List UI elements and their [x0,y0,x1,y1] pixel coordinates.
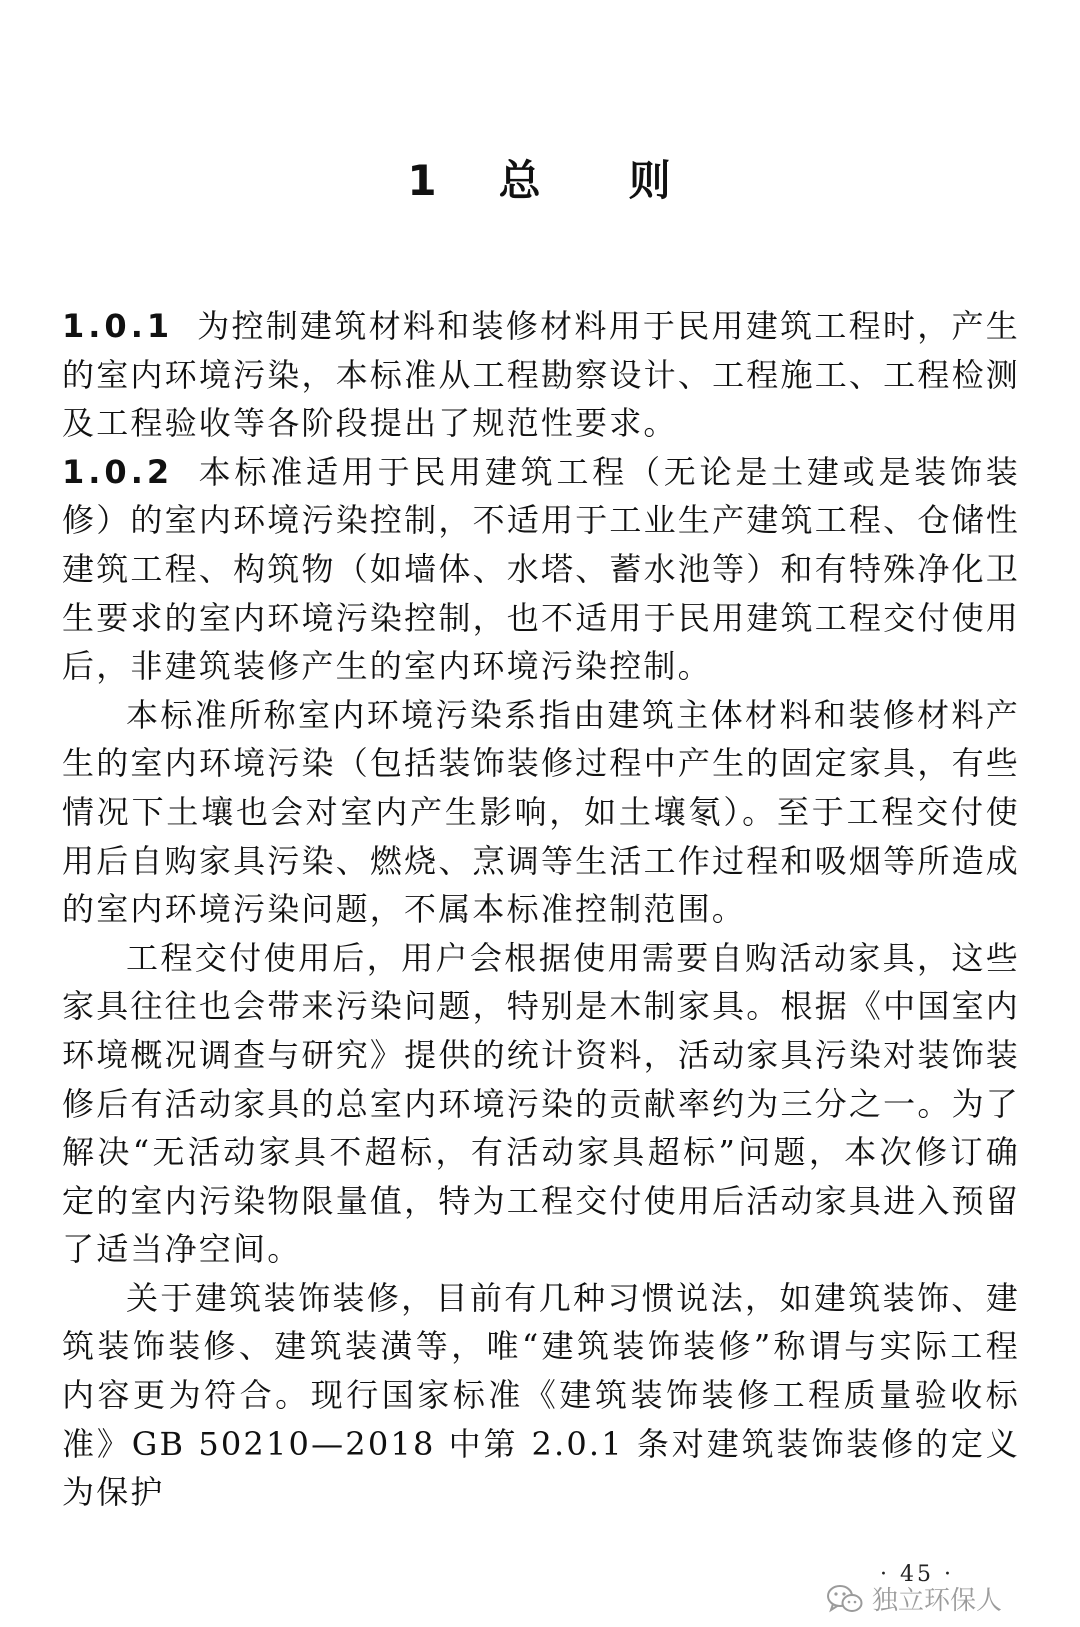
watermark [826,1580,1002,1617]
chapter-title-part1: 总 [498,156,543,205]
body-text [62,302,1020,1517]
chapter-title [0,148,1080,208]
wechat-icon [826,1583,864,1615]
clause-1-0-2 [62,448,1020,691]
clause-1-0-1 [62,302,1020,448]
clause-number: 1.0.1 [62,307,174,345]
watermark-text: 独立环保人 [872,1586,1003,1616]
chapter-number: 1 [407,156,439,205]
paragraph: 本标准所称室内环境污染系指由建筑主体材料和装修材料产生的室内环境污染（包括装饰装修过程中产生的固定家具，有些情况下土壤也会对室内产生影响，如土壤氡）。至于工程交付使用后自购家具污染、燃烧、烹调等生活工作过程和吸烟等所造成的室内环境污染问题，不属本标准控制范围。 [62,695,1020,929]
clause-number: 1.0.2 [62,452,174,491]
paragraph: 关于建筑装饰装修，目前有几种习惯说法，如建筑装饰、建筑装饰装修、建筑装潢等，唯“建筑装饰装修”称谓与实际工程内容更为符合。现行国家标准《建筑装饰装修工程质量验收标准》GB 50210—2018 中第 2.0.1 条对建筑装饰装修的定义为保护 [62,1278,1020,1512]
clause-text: 本标准适用于民用建筑工程（无论是土建或是装饰装修）的室内环境污染控制，不适用于工业生产建筑工程、仓储性建筑工程、构筑物（如墙体、水塔、蓄水池等）和有特殊净化卫生要求的室内环境污染控制，也不适用于民用建筑工程交付使用后，非建筑装修产生的室内环境污染控制。 [62,452,1020,686]
paragraph: 工程交付使用后，用户会根据使用需要自购活动家具，这些家具往往也会带来污染问题，特别是木制家具。根据《中国室内环境概况调查与研究》提供的统计资料，活动家具污染对装饰装修后有活动家具的总室内环境污染的贡献率约为三分之一。为了解决“无活动家具不超标，有活动家具超标”问题，本次修订确定的室内污染物限量值，特为工程交付使用后活动家具进入预留了适当净空间。 [62,938,1020,1269]
page-number: · 45 · [880,1562,954,1587]
chapter-title-part2: 则 [628,156,673,205]
clause-text: 为控制建筑材料和装修材料用于民用建筑工程时，产生的室内环境污染，本标准从工程勘察设计、工程施工、工程检测及工程验收等各阶段提出了规范性要求。 [62,307,1020,443]
